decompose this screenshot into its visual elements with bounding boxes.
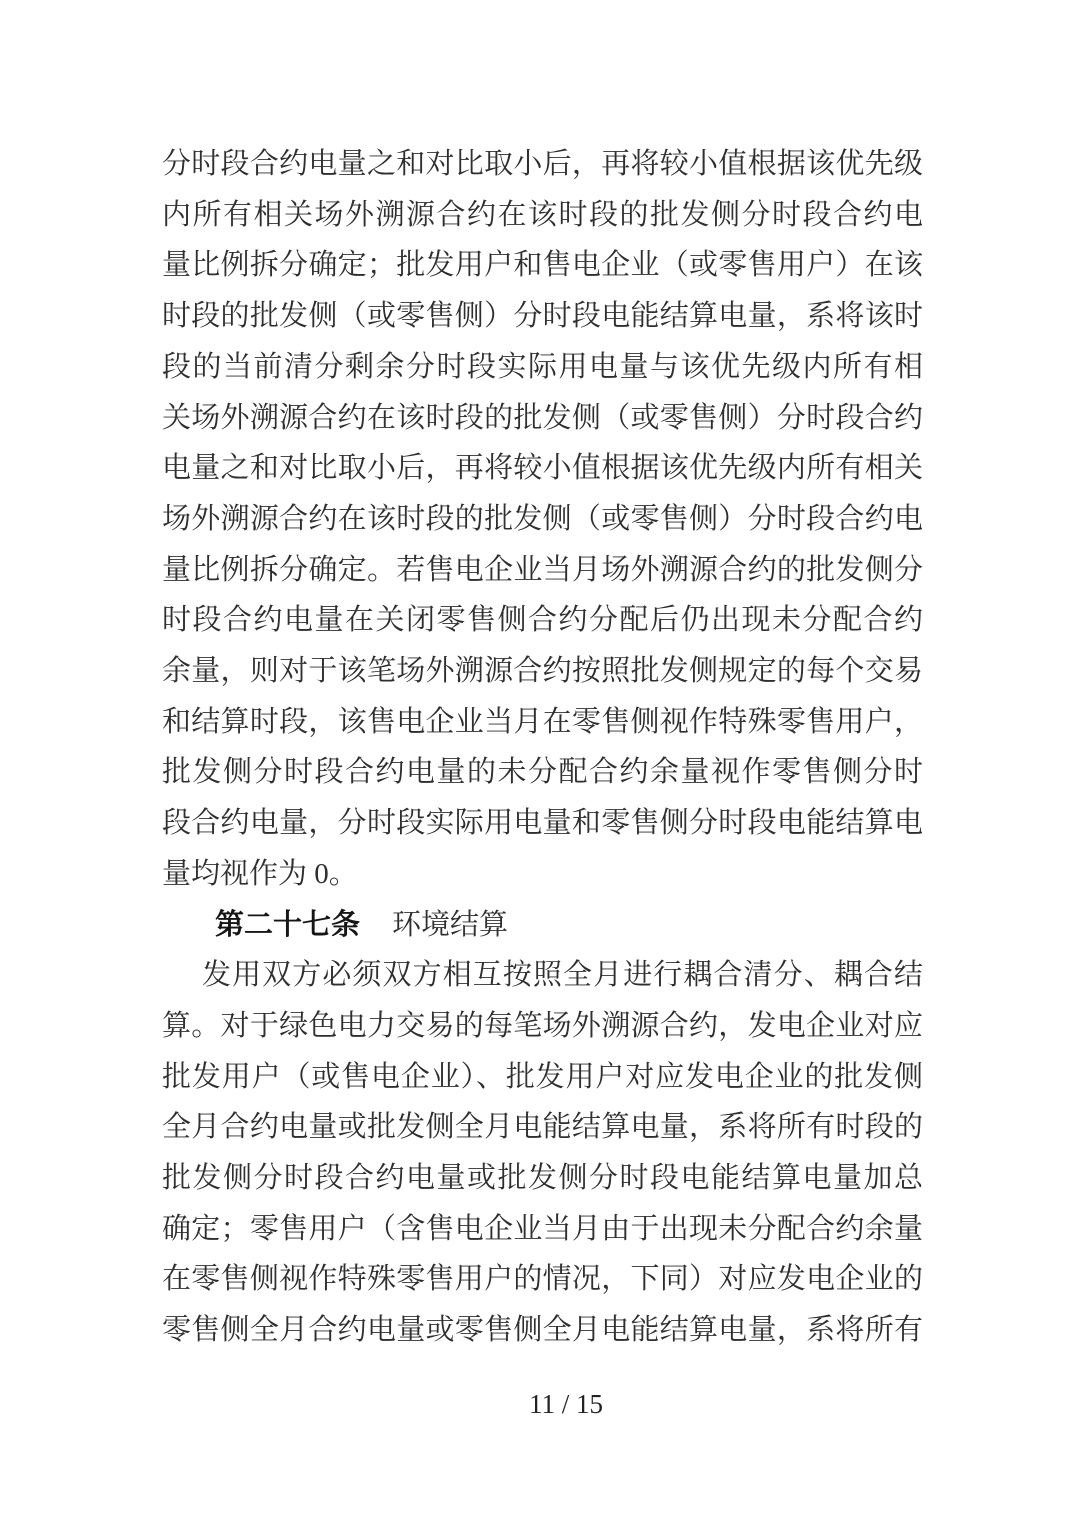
body-line: 批发用户（或售电企业）、批发用户对应发电企业的批发侧 — [162, 1060, 923, 1093]
article-heading-number: 第二十七条 — [215, 908, 361, 941]
document-text-block — [162, 139, 923, 1356]
body-line: 时段合约电量在关闭零售侧合约分配后仍出现未分配合约 — [162, 604, 923, 637]
body-line: 关场外溯源合约在该时段的批发侧（或零售侧）分时段合约 — [162, 401, 923, 434]
body-line: 批发侧分时段合约电量或批发侧分时段电能结算电量加总 — [162, 1162, 923, 1195]
body-line: 段合约电量，分时段实际用电量和零售侧分时段电能结算电 — [162, 807, 923, 840]
body-line: 和结算时段，该售电企业当月在零售侧视作特殊零售用户， — [162, 705, 923, 738]
body-line: 算。对于绿色电力交易的每笔场外溯源合约，发电企业对应 — [162, 1009, 923, 1042]
body-line: 全月合约电量或批发侧全月电能结算电量，系将所有时段的 — [162, 1111, 923, 1144]
body-line: 零售侧全月合约电量或零售侧全月电能结算电量，系将所有 — [162, 1314, 923, 1347]
article-heading-title: 环境结算 — [392, 908, 509, 941]
article-heading — [215, 900, 923, 951]
body-line: 确定；零售用户（含售电企业当月由于出现未分配合约余量 — [162, 1212, 923, 1245]
body-line: 发用双方必须双方相互按照全月进行耦合清分、耦合结 — [202, 959, 923, 992]
body-line: 余量，则对于该笔场外溯源合约按照批发侧规定的每个交易 — [162, 655, 923, 688]
body-line: 批发侧分时段合约电量的未分配合约余量视作零售侧分时 — [162, 756, 923, 789]
body-line: 量比例拆分确定。若售电企业当月场外溯源合约的批发侧分 — [162, 553, 923, 586]
body-line: 时段的批发侧（或零售侧）分时段电能结算电量，系将该时 — [162, 300, 923, 333]
body-line: 量比例拆分确定；批发用户和售电企业（或零售用户）在该 — [162, 249, 923, 282]
body-line: 电量之和对比取小后，再将较小值根据该优先级内所有相关 — [162, 452, 923, 485]
body-line: 段的当前清分剩余分时段实际用电量与该优先级内所有相 — [162, 350, 923, 383]
body-line: 分时段合约电量之和对比取小后，再将较小值根据该优先级 — [162, 148, 923, 180]
body-line: 场外溯源合约在该时段的批发侧（或零售侧）分时段合约电 — [162, 502, 923, 535]
body-line: 量均视作为 0。 — [162, 857, 358, 890]
body-line: 内所有相关场外溯源合约在该时段的批发侧分时段合约电 — [162, 198, 923, 231]
page-number: 11 / 15 — [529, 1389, 603, 1419]
body-line: 在零售侧视作特殊零售用户的情况，下同）对应发电企业的 — [162, 1263, 923, 1296]
